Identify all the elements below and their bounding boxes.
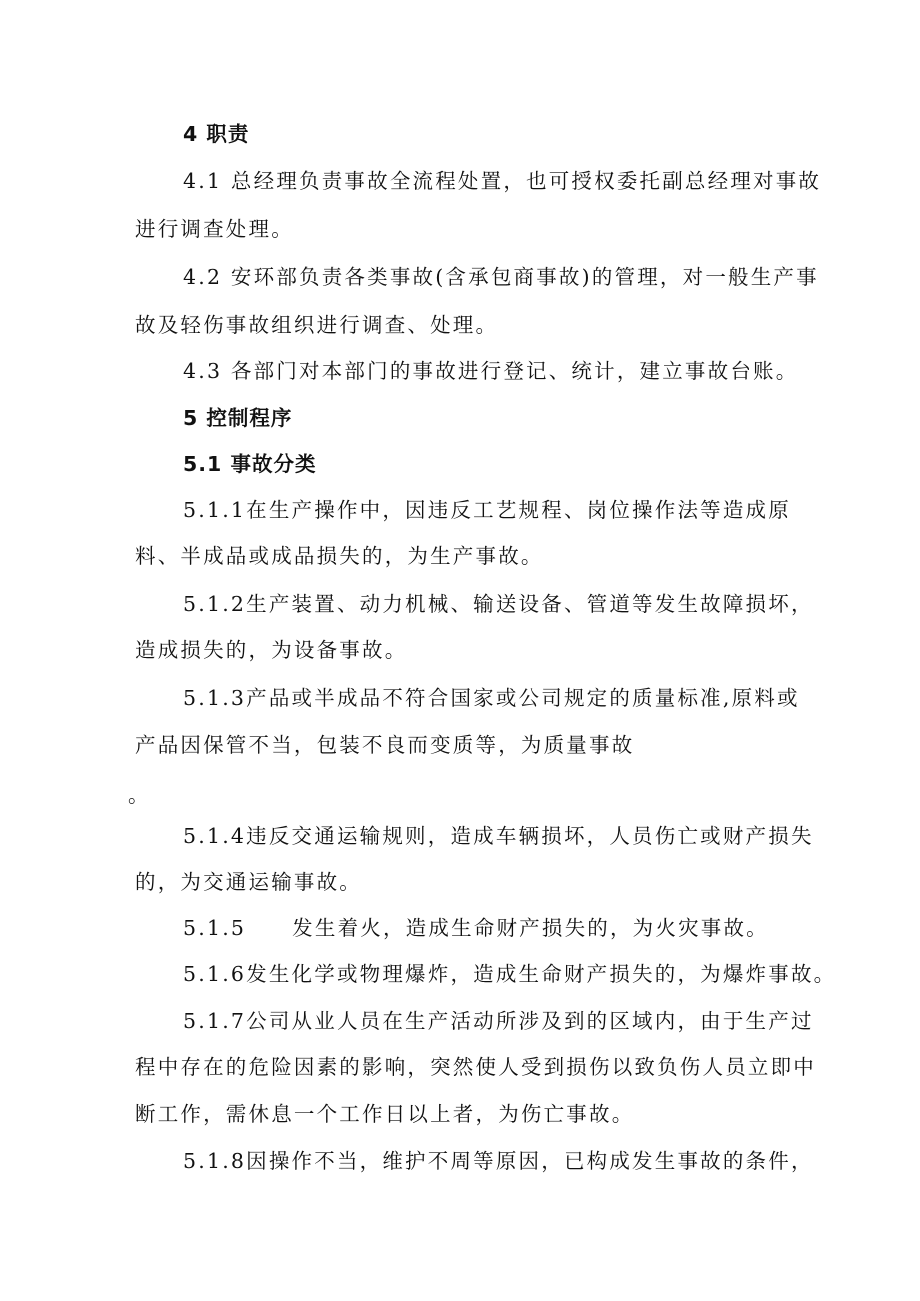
clause-5-1-5-number: 5.1.5 [183,916,247,940]
clause-5-1-3-line-2: 产品因保管不当，包装不良而变质等，为质量事故 [135,733,635,757]
clause-5-1-4-line-2: 的，为交通运输事故。 [135,870,362,894]
clause-4-1-line-1: 4.1 总经理负责事故全流程处置，也可授权委托副总经理对事故 [183,169,822,193]
clause-5-1-2-line-2: 造成损失的，为设备事故。 [135,638,408,662]
clause-4-2-line-1: 4.2 安环部负责各类事故(含承包商事故)的管理，对一般生产事 [183,265,819,289]
clause-5-1-7-line-1: 5.1.7公司从业人员在生产活动所涉及到的区域内，由于生产过 [183,1009,814,1033]
clause-5-1-6-line-1: 5.1.6发生化学或物理爆炸，造成生命财产损失的，为爆炸事故。 [183,962,837,986]
clause-4-3-line-1: 4.3 各部门对本部门的事故进行登记、统计，建立事故台账。 [183,359,799,383]
clause-5-1-5-line [183,915,769,941]
clause-5-1-8-line-1: 5.1.8因操作不当，维护不周等原因，已构成发生事故的条件， [183,1149,814,1173]
clause-5-1-1-line-2: 料、半成品或成品损失的，为生产事故。 [135,544,544,568]
clause-4-2-line-2: 故及轻伤事故组织进行调查、处理。 [135,313,499,337]
clause-5-1-5-text: 发生着火，造成生命财产损失的，为火灾事故。 [292,916,769,940]
section-4-heading: 4 职责 [183,122,250,146]
clause-5-1-1-line-1: 5.1.1在生产操作中，因违反工艺规程、岗位操作法等造成原 [183,498,791,522]
clause-5-1-4-line-1: 5.1.4违反交通运输规则，造成车辆损坏，人员伤亡或财产损失 [183,824,814,848]
clause-4-1-line-2: 进行调查处理。 [135,217,294,241]
section-5-heading: 5 控制程序 [183,406,293,430]
clause-5-1-7-line-2: 程中存在的危险因素的影响，突然使人受到损伤以致负伤人员立即中 [135,1055,816,1079]
clause-5-1-2-line-1: 5.1.2生产装置、动力机械、输送设备、管道等发生故障损坏， [183,592,814,616]
clause-5-1-3-line-1: 5.1.3产品或半成品不符合国家或公司规定的质量标准,原料或 [183,686,800,710]
subsection-5-1-heading: 5.1 事故分类 [183,452,317,476]
clause-5-1-7-line-3: 断工作，需休息一个工作日以上者，为伤亡事故。 [135,1102,635,1126]
clause-5-1-3-line-3: 。 [128,783,151,807]
